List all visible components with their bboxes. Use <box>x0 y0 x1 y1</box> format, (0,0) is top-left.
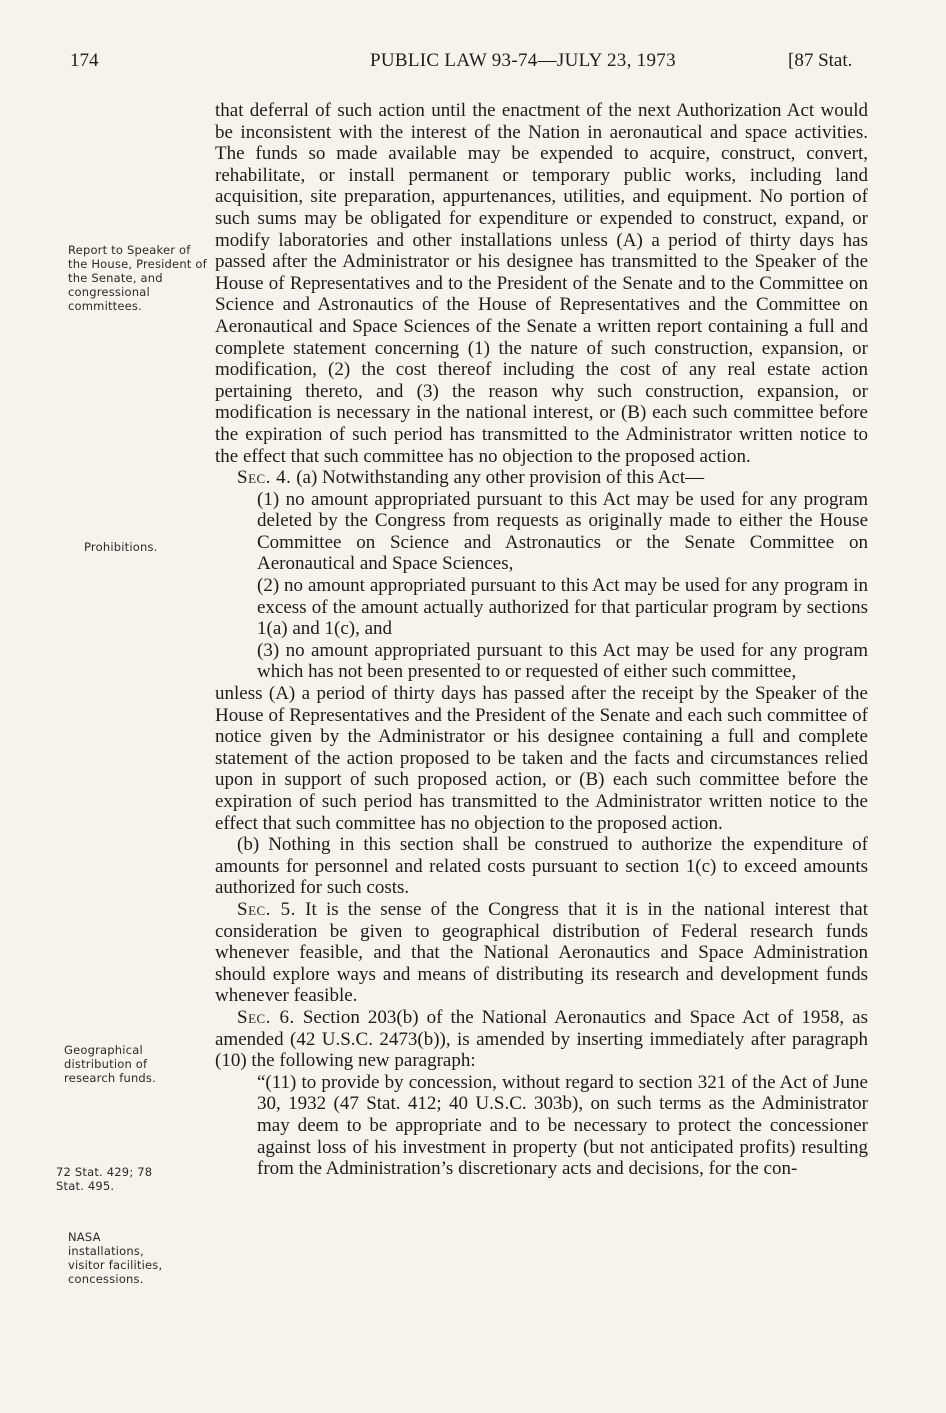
section-4b: (b) Nothing in this section shall be construed to authorize the expenditure of amounts for personnel and related costs pursuant to section 1(c) to exceed amounts authorized for such costs. <box>215 834 868 899</box>
statute-volume: [87 Stat. <box>788 50 853 71</box>
section-label: Sec. 4. <box>237 467 292 489</box>
margin-note-nasa: NASA installations, visitor facilities, concessions. <box>68 1230 163 1286</box>
section-6-paragraph-11: “(11) to provide by concession, without regard to section 321 of the Act of June 30, 1932 (47 Stat. 412; 40 U.S.C. 303b), on such terms as the Administrator may deem to be appropriate and to be necessary to protect the concessioner against loss of his investment in property (but not anticipated profits) resulting from the Administration’s discretionary acts and decisions, for the con- <box>257 1071 868 1180</box>
section-label: Sec. 5. <box>237 898 296 920</box>
section-4-item-3: (3) no amount appropriated pursuant to this Act may be used for any program which has not been presented to or requested of either such committee, <box>257 639 868 683</box>
section-label: Sec. 6. <box>237 1006 295 1028</box>
margin-note-prohibitions: Prohibitions. <box>84 540 158 554</box>
section-5: Sec. 5. It is the sense of the Congress that it is in the national interest that consideration be given to geographical distribution of Federal research funds whenever feasible, and that the National Aeronautics and Space Administration should explore ways and means of distributing its research and development funds whenever feasible. <box>215 898 869 1007</box>
section-4a: Sec. 4. (a) Notwithstanding any other provision of this Act— <box>237 467 705 489</box>
page-number: 174 <box>70 50 99 71</box>
body-text <box>215 100 868 1180</box>
section-4-item-1: (1) no amount appropriated pursuant to this Act may be used for any program deleted by the Congress from requests as originally made to either the House Committee on Science and Astronautics or the Senate Committee on Aeronautical and Space Sciences, <box>257 488 868 575</box>
margin-note-geographical: Geographical distribution of research funds. <box>64 1043 156 1085</box>
paragraph-deferral: that deferral of such action until the enactment of the next Authorization Act would be inconsistent with the interest of the Nation in aeronautical and space activities. The funds so made available may be expended to acquire, construct, convert, rehabilitate, or install permanent or temporary public works, including land acquisition, site preparation, appurtenances, utilities, and equipment. No portion of such sums may be obligated for expenditure or expended to construct, expand, or modify laboratories and other installations unless (A) a period of thirty days has passed after the Administrator or his designee has transmitted to the Speaker of the House of Representatives and to the President of the Senate and to the Committee on Science and Astronautics of the House of Representatives and the Committee on Aeronautical and Space Sciences of the Senate a written report containing a full and complete statement concerning (1) the nature of such construction, expansion, or modification, (2) the cost thereof including the cost of any real estate action pertaining thereto, and (3) the reason why such construction, expansion, or modification is necessary in the national interest, or (B) each such committee before the expiration of such period has transmitted to the Administrator written notice to the effect that such committee has no objection to the proposed action. <box>215 100 868 467</box>
section-6: Sec. 6. Section 203(b) of the National Aeronautics and Space Act of 1958, as amended (42 U.S.C. 2473(b)), is amended by inserting immediately after paragraph (10) the following new paragraph: <box>215 1006 869 1072</box>
margin-note-report: Report to Speaker of the House, President of the Senate, and congressional committees. <box>68 243 207 313</box>
section-4-item-2: (2) no amount appropriated pursuant to this Act may be used for any program in excess of the amount actually authorized for that particular program by sections 1(a) and 1(c), and <box>257 575 868 640</box>
section-4-unless: unless (A) a period of thirty days has passed after the receipt by the Speaker of the House of Representatives and the President of the Senate and each such committee of notice given by the Administrator or his designee containing a full and complete statement of the action proposed to be taken and the facts and circumstances relied upon in support of such proposed action, or (B) each such committee before the expiration of such period has transmitted to the Administrator written notice to the effect that such committee has no objection to the proposed action. <box>215 683 868 834</box>
margin-note-stat-reference: 72 Stat. 429; 78 Stat. 495. <box>56 1165 153 1193</box>
running-title: PUBLIC LAW 93-74—JULY 23, 1973 <box>370 50 676 71</box>
page-header <box>0 50 946 86</box>
